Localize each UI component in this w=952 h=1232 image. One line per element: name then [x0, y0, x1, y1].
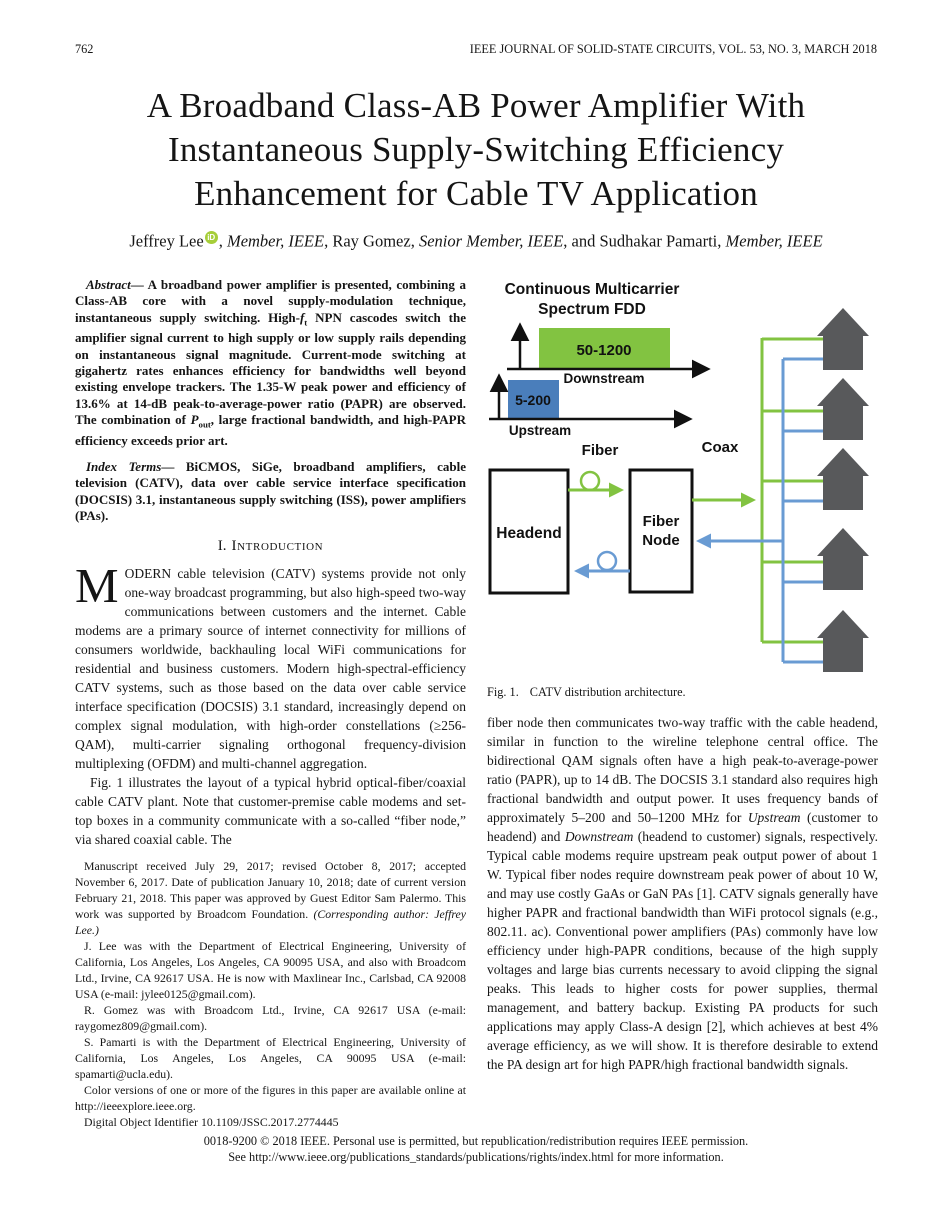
section-heading-introduction [75, 538, 466, 555]
right-column [487, 278, 878, 1074]
author-role-1: Member, IEEE [226, 231, 325, 251]
spectrum-title-line1: Continuous Multicarrier [504, 281, 680, 298]
author-name-1: Jeffrey Lee [129, 231, 204, 251]
section-title: Introduction [231, 538, 324, 555]
page-number: 762 [75, 42, 94, 56]
page-header [75, 42, 877, 57]
index-terms: Index Terms— BiCMOS, SiGe, broadband amplifiers, cable television (CATV), data over cable service interface specification (DOCSIS) 3.1, instantaneous supply switching (ISS), power amplifiers (PAs). [75, 459, 466, 524]
intro-paragraph-1: MODERN cable television (CATV) systems provide not only one-way broadcast programming, but also high-speed two-way communications between customers and the internet. Cable modems are a primary source of internet connectivity for millions of consumers worldwide, backhauling local WiFi communications for residential and business customers. Modern high-spectral-efficiency CATV systems, such as those based on the data over cable service interface specification (DOCSIS) 3.1 standard, increasingly depend on complex signal modulation, with high-order constellations (≥256-QAM), multi-carrier signaling orthogonal frequency-division multiplexing (OFDM) and multi-channel aggregation. [75, 558, 466, 772]
fiber-link-downstream-green [568, 472, 621, 490]
house-icon [817, 378, 869, 440]
index-terms-label: Index Terms [86, 459, 162, 475]
authors-line: Jeffrey Lee iD , Member, IEEE, Ray Gomez, Senior Member, IEEE, and Sudhakar Pamarti, Member, IEEE [129, 231, 823, 251]
paper-title [0, 84, 952, 216]
author-role-2: Senior Member, IEEE [418, 231, 564, 251]
downstream-term: Downstream [564, 829, 634, 844]
intro-paragraph-2: Fig. 1 illustrates the layout of a typical hybrid optical-fiber/coaxial cable CATV plant. Note that customer-premise cable modems and set-top boxes in a community communicate with a so-called “fiber node,” via shared coaxial cable. The [75, 775, 466, 848]
paper-title-line3: Enhancement for Cable TV Application [194, 174, 758, 213]
paper-title-line1: A Broadband Class-AB Power Amplifier With [146, 86, 806, 125]
paper-title-line2: Instantaneous Supply-Switching Efficiency [167, 130, 785, 169]
page-footer [0, 1134, 952, 1165]
abstract: Abstract— A broadband power amplifier is presented, combining a Class-AB core with a novel supply-modulation technique, instantaneous supply switching. High-$f_t$ NPN cascodes switch the amplifier signal current to high supply or low supply rails depending on instantaneous signal magnitude. Current-mode switching at gigahertz rates enhances efficiency for bandwidths well beyond existing envelope trackers. The 1.35-W peak power and efficiency of 13.6% at 14-dB peak-to-average-power ratio (PAPR) are observed. The combination of $P_{out}$, large fractional bandwidth, and high-PAPR efficiency exceeds prior art. [75, 277, 467, 448]
f-t-symbol: f [299, 309, 305, 325]
author-role-3: Member, IEEE [725, 231, 823, 251]
section-number: I. [217, 538, 227, 555]
fiber-node-label-line1: Fiber [642, 513, 680, 530]
journal-title: IEEE JOURNAL OF SOLID-STATE CIRCUITS, VOL. 53, NO. 3, MARCH 2018 [469, 42, 877, 56]
house-icon [817, 528, 869, 590]
footnote-color-versions: Color versions of one or more of the figures in this paper are available online at http://ieeexplore.ieee.org. [75, 1083, 466, 1114]
coax-trunk-green [762, 338, 825, 642]
downstream-band-label: 50-1200 [576, 342, 632, 359]
footnote-affiliation-lee: J. Lee was with the Department of Electrical Engineering, University of California, Los Angeles, Los Angeles, CA 90095 USA, and also with Broadcom Ltd., Irvine, CA 92617 USA. He is now with Maxlinear Inc., Carlsbad, CA 92008 USA (e-mail: jylee0125@gmail.com). [75, 939, 466, 1002]
upstream-band-label: 5-200 [515, 392, 551, 408]
upstream-spectrum [489, 377, 689, 438]
footnote-block [75, 858, 466, 1130]
body-paragraph-right: fiber node then communicates two-way traffic with the cable headend, similar in function to the wireline telephone central office. The bidirectional QAM signals often have a high peak-to-average-power ratio (PAPR), up to 14 dB. The DOCSIS 3.1 standard also requires high fractional bandwidth and output power. It uses frequency bands of approximately 5–200 and 50–1200 MHz for Upstream (customer to headend) and Downstream (headend to customer) signals, respectively. Typical cable modems require upstream peak output power of about 1 W. Typical fiber nodes require downstream peak power of about 10 W, and may use costly GaAs or GaN PAs [1]. CATV signals generally have higher PAPR and fractional bandwidth than WiFi protocol signals (e.g., 802.11. ac). Conventional power amplifiers (PAs) commonly have low efficiency under high-PAPR conditions, because of the high supply voltages and large bias currents necessary to avoid clipping the signal peaks. This leads to higher costs for power supplies, thermal management, and battery backup. Existing PA products for such applications may apply Class-A design [2], which achieves at best 4% average efficiency, as we will show. It is therefore desirable to extend the PA design art for high PAPR/high fractional bandwidth signals. [487, 715, 878, 1072]
footnote-doi: Digital Object Identifier 10.1109/JSSC.2017.2774445 [84, 1115, 339, 1130]
downstream-axis-label: Downstream [563, 371, 645, 386]
house-icon [817, 448, 869, 510]
fig1-caption-text: CATV distribution architecture. [529, 685, 686, 699]
left-column [75, 277, 466, 1130]
downstream-spectrum [507, 326, 707, 386]
fiber-node-label-line2: Node [642, 532, 680, 549]
footnote-manuscript: Manuscript received July 29, 2017; revised October 8, 2017; accepted November 6, 2017. Date of publication January 10, 2018; date of current version February 21, 2018. This paper was approved by Guest Editor Sam Palermo. This work was supported by Broadcom Foundation. (Corresponding author: Jeffrey Lee.) [75, 859, 466, 938]
spectrum-title-line2: Spectrum FDD [538, 301, 646, 318]
orcid-icon[interactable]: iD [205, 231, 218, 244]
fig1-image [487, 278, 878, 676]
fiber-node-box [630, 470, 692, 592]
headend-label: Headend [496, 525, 562, 542]
house-icon [817, 610, 869, 672]
upstream-axis-label: Upstream [508, 423, 572, 438]
fiber-label: Fiber [581, 442, 619, 459]
coax-label: Coax [701, 439, 739, 456]
upstream-term: Upstream [747, 810, 801, 825]
p-out-symbol: P [190, 411, 199, 427]
footer-rights-url: See http://www.ieee.org/publications_standards/publications/rights/index.html for more information. [228, 1149, 724, 1164]
fig1-caption-label: Fig. 1. [487, 685, 519, 699]
footnote-affiliation-pamarti: S. Pamarti is with the Department of Electrical Engineering, University of California, Los Angeles, Los Angeles, CA 90095 USA (e-mail: spamarti@ucla.edu). [75, 1035, 466, 1082]
fig1-caption [487, 685, 878, 700]
corresponding-author-note: (Corresponding author: Jeffrey Lee.) [75, 907, 466, 938]
author-name-3: , and Sudhakar Pamarti, [563, 231, 726, 251]
abstract-label: Abstract [86, 277, 131, 292]
footnote-affiliation-gomez: R. Gomez was with Broadcom Ltd., Irvine, CA 92617 USA (e-mail: raygomez809@gmail.com). [75, 1003, 466, 1034]
house-icon [817, 308, 869, 370]
drop-cap: M [75, 558, 119, 614]
author-name-2: , Ray Gomez, [324, 231, 419, 251]
fiber-link-upstream-blue [577, 552, 630, 571]
footer-copyright: 0018-9200 © 2018 IEEE. Personal use is permitted, but republication/redistribution requires IEEE permission. [203, 1134, 749, 1148]
